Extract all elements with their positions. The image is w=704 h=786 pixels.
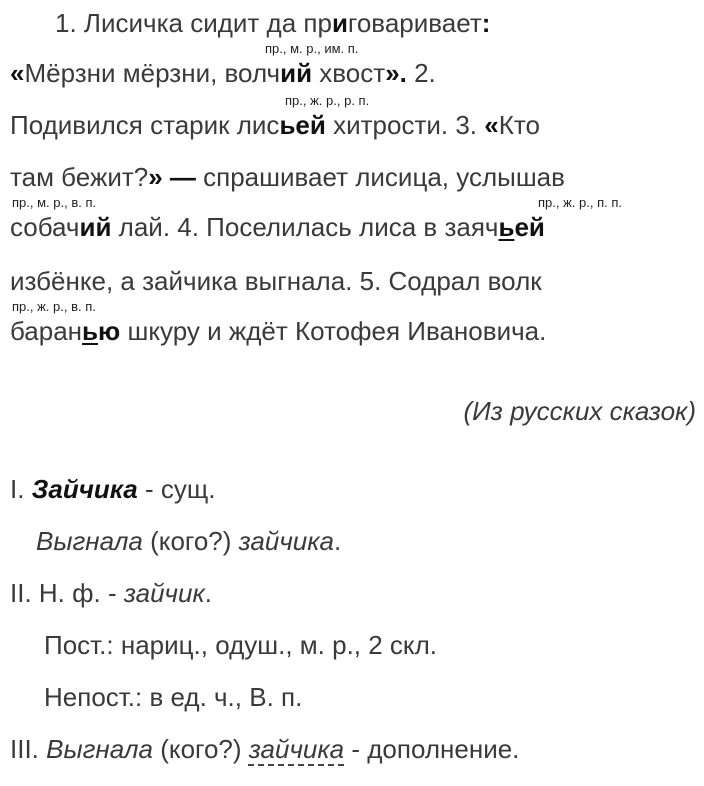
- sentence-6: [10, 266, 542, 296]
- text: собач: [10, 212, 80, 242]
- text: избёнке, а зайчика выгнала. 5. Содрал волк: [10, 266, 542, 296]
- text: I.: [10, 474, 32, 504]
- analysis-line-6: [10, 734, 519, 764]
- text: лай. 4. Поселилась лиса в заяч: [111, 212, 499, 242]
- text: хвост: [312, 58, 386, 88]
- sentence-member-object: зайчика: [248, 734, 345, 764]
- text: .: [204, 578, 212, 608]
- text: Выгнала: [36, 526, 143, 556]
- ending: ьей: [279, 110, 326, 140]
- source-attribution: (Из русских сказок): [463, 396, 696, 426]
- text: баран: [10, 316, 83, 346]
- grammar-note-4: пр., ж. р., п. п.: [538, 195, 623, 210]
- text: - сущ.: [137, 474, 216, 504]
- sentence-4: [10, 162, 565, 192]
- analysis-line-5: [44, 682, 302, 712]
- grammar-note-3: пр., м. р., в. п.: [12, 195, 97, 210]
- text: II. Н. ф. -: [10, 578, 124, 608]
- sentence-3: [10, 110, 540, 140]
- text: .: [334, 526, 342, 556]
- sentence-1: [55, 8, 490, 38]
- analyzed-word: Зайчика: [31, 474, 138, 504]
- highlighted-letter: и: [331, 8, 348, 38]
- sentence-5: [10, 212, 545, 242]
- soft-sign: ь: [82, 316, 99, 346]
- text: зайчик: [123, 578, 205, 608]
- grammar-note-5: пр., ж. р., в. п.: [12, 299, 96, 314]
- text: там бежит?: [10, 162, 149, 192]
- text: зайчика: [238, 526, 335, 556]
- ending: ю: [98, 316, 121, 346]
- text: спрашивает лисица, услышав: [195, 162, 565, 192]
- text: шкуру и ждёт Котофея Ивановича.: [120, 316, 547, 346]
- text: 2.: [406, 58, 436, 88]
- text: хитрости. 3.: [325, 110, 485, 140]
- text: - дополнение.: [344, 734, 520, 764]
- open-quote: «: [484, 110, 499, 140]
- analysis-line-1: [10, 474, 215, 504]
- analysis-line-4: [44, 630, 437, 660]
- text: Непост.: в ед. ч., В. п.: [44, 682, 303, 712]
- close-quote-dash: » —: [148, 162, 196, 192]
- sentence-7: [10, 316, 546, 346]
- grammar-note-2: пр., ж. р., р. п.: [285, 93, 370, 108]
- text: говаривает: [347, 8, 482, 38]
- text: Выгнала: [46, 734, 154, 764]
- analysis-line-2: [36, 526, 341, 556]
- colon: :: [481, 8, 491, 38]
- text: Подивился старик лис: [10, 110, 280, 140]
- grammar-note-1: пр., м. р., им. п.: [265, 41, 359, 56]
- sentence-2: [10, 58, 436, 88]
- text: Мёрзни мёрзни, волч: [24, 58, 281, 88]
- analysis-line-3: [10, 578, 212, 608]
- text: (кого?): [153, 734, 249, 764]
- text: Кто: [498, 110, 540, 140]
- soft-sign: ь: [498, 212, 515, 242]
- text: Пост.: нариц., одуш., м. р., 2 скл.: [44, 630, 437, 660]
- text: (кого?): [142, 526, 239, 556]
- text: III.: [10, 734, 47, 764]
- open-quote: «: [10, 58, 25, 88]
- ending: ий: [79, 212, 112, 242]
- text: 1. Лисичка сидит да пр: [55, 8, 332, 38]
- ending: ий: [280, 58, 313, 88]
- close-quote: ».: [385, 58, 407, 88]
- ending: ей: [514, 212, 545, 242]
